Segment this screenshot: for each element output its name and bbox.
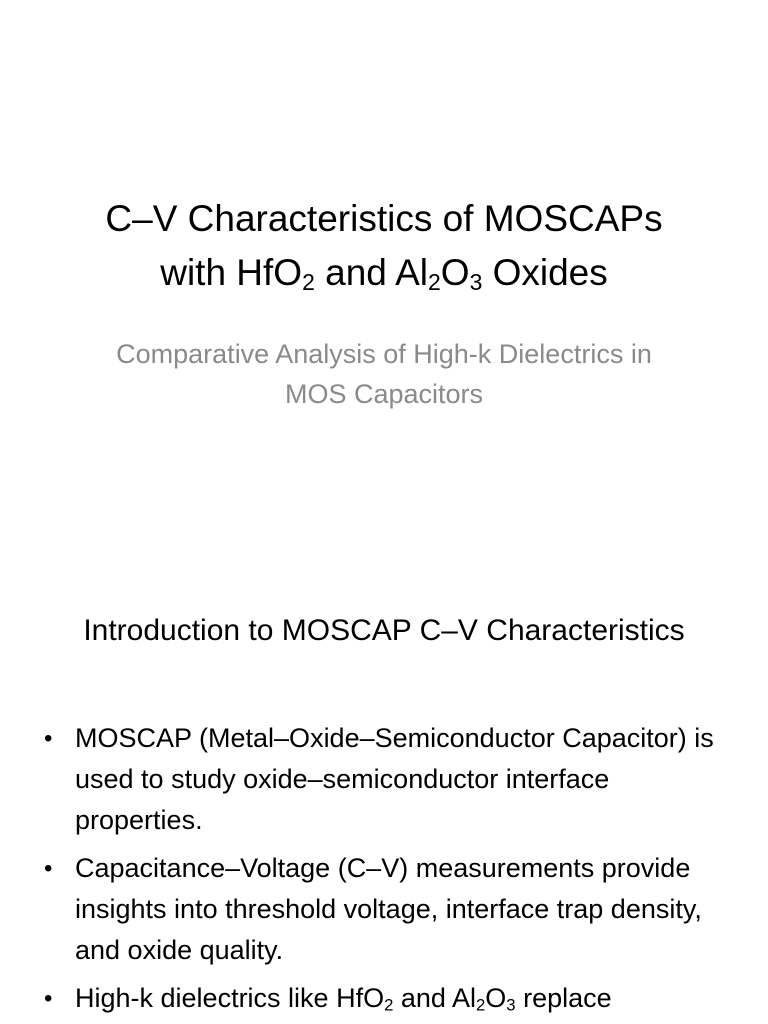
bullet-item	[40, 718, 720, 841]
title-line-2	[160, 252, 608, 296]
intro-heading: Introduction to MOSCAP C–V Characteristics	[83, 614, 685, 647]
slide-subtitle: Comparative Analysis of High-k Dielectrics in MOS Capacitors	[116, 339, 652, 409]
subscript: 2	[384, 995, 394, 1015]
title-line-1: C–V Characteristics of MOSCAPs	[105, 198, 663, 239]
title-text: and Al	[314, 252, 429, 293]
subscript: 3	[469, 269, 483, 296]
bullet-text-part: and Al	[393, 983, 476, 1013]
bullet-item	[40, 978, 720, 1019]
subscript: 2	[302, 269, 315, 296]
bullet-text	[75, 983, 612, 1013]
bullet-icon: •	[44, 725, 53, 752]
bullet-text-part: High-k dielectrics like HfO	[75, 983, 385, 1013]
title-text: with HfO	[160, 252, 303, 293]
subscript: 3	[506, 995, 516, 1015]
intro-slide	[0, 576, 768, 1024]
bullet-text: Capacitance–Voltage (C–V) measurements provide insights into threshold voltage, interface trap density, and oxide quality.	[75, 853, 702, 965]
bullet-text: MOSCAP (Metal–Oxide–Semiconductor Capacitor) is used to study oxide–semiconductor interface properties.	[75, 723, 714, 835]
bullet-text-part: O	[485, 983, 507, 1013]
bullet-text-part: replace	[515, 983, 612, 1013]
title-text: Oxides	[482, 252, 608, 293]
bullet-icon: •	[44, 855, 53, 882]
subscript: 2	[475, 995, 486, 1015]
slide-title	[40, 192, 728, 300]
bullet-list	[40, 718, 720, 1024]
subscript: 2	[428, 269, 441, 296]
title-text: O	[440, 252, 470, 293]
bullet-item	[40, 848, 720, 971]
bullet-icon: •	[44, 985, 53, 1012]
